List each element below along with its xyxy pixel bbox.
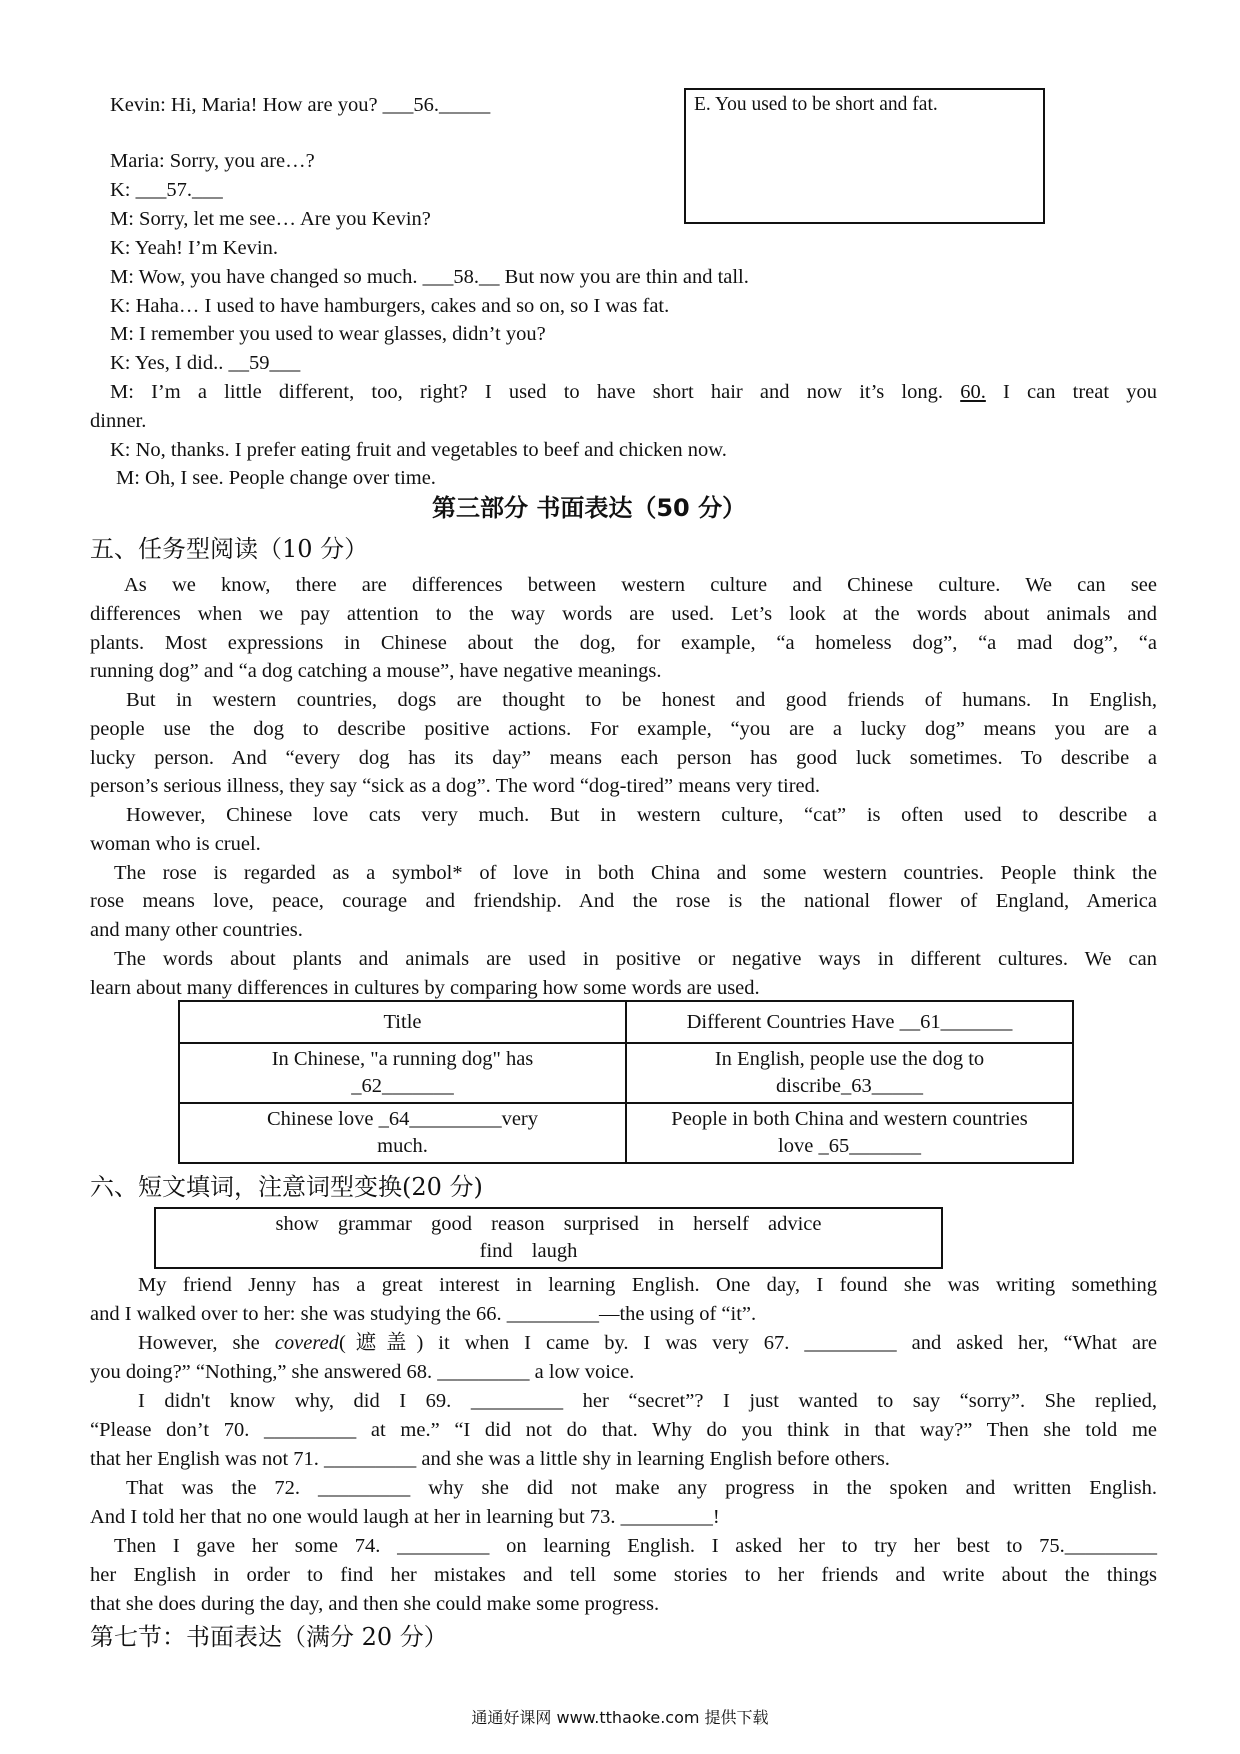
reading-line: differences when we pay attention to the way words are used. Let’s look at the words about animals and — [90, 603, 1157, 625]
table-cell — [626, 1103, 1073, 1163]
reading-line: person’s serious illness, they say “sick as a dog”. The word “dog-tired” means very tired. — [90, 775, 821, 797]
table-cell — [179, 1001, 626, 1043]
dialogue-line-59: K: Yes, I did.. __59___ — [110, 352, 301, 374]
reading-line: However, Chinese love cats very much. But in western culture, “cat” is often used to describe a — [126, 804, 1157, 826]
cloze-line-74-75: Then I gave her some 74. _________ on learning English. I asked her to try her best to 75._________ — [114, 1535, 1157, 1557]
dialogue-line-57: K: ___57.___ — [110, 179, 223, 201]
cloze-text: (遮盖) it when I came by. I was very 67. _________ and asked her, “What are — [338, 1332, 1158, 1354]
word-bank-line: show grammar good reason surprised in herself advice — [275, 1213, 822, 1235]
reading-line: and many other countries. — [90, 919, 303, 941]
table-blank-65: love _65_______ — [778, 1135, 921, 1157]
dialogue-line: K: Haha… I used to have hamburgers, cakes and so on, so I was fat. — [110, 295, 670, 317]
dialogue-line: M: I remember you used to wear glasses, didn’t you? — [110, 323, 546, 345]
part3-title: 第三部分 书面表达（50 分） — [432, 494, 747, 522]
cloze-line-73: And I told her that no one would laugh at her in learning but 73. _________! — [90, 1506, 720, 1528]
cloze-line-68: you doing?” “Nothing,” she answered 68. _________ a low voice. — [90, 1361, 635, 1383]
table-cell — [626, 1043, 1073, 1103]
blank-60: 60. — [960, 381, 986, 403]
cloze-italic: covered — [274, 1332, 339, 1354]
table-title-label: Title — [383, 1010, 422, 1033]
cloze-line: My friend Jenny has a great interest in learning English. One day, I found she was writing something — [138, 1274, 1157, 1296]
dialogue-text: M: I’m a little different, too, right? I used to have short hair and now it’s long. — [110, 381, 944, 403]
dialogue-line-60 — [110, 378, 1157, 407]
reading-line: The rose is regarded as a symbol* of love in both China and some western countries. People think the — [114, 862, 1157, 884]
table-text: People in both China and western countries — [671, 1108, 1028, 1130]
footer-source: 通通好课网 www.tthaoke.com 提供下载 — [471, 1708, 769, 1727]
reading-line: plants. Most expressions in Chinese about the dog, for example, “a homeless dog”, “a mad dog”, “a — [90, 632, 1157, 654]
reading-line: people use the dog to describe positive actions. For example, “you are a lucky dog” means you are a — [90, 718, 1157, 740]
table-cell — [626, 1001, 1073, 1043]
summary-table — [178, 1000, 1074, 1164]
section7-heading: 第七节：书面表达（满分 20 分） — [90, 1623, 448, 1651]
reading-line: lucky person. And “every dog has its day” means each person has good luck sometimes. To describe a — [90, 747, 1157, 769]
reading-line: The words about plants and animals are used in positive or negative ways in different cultures. We can — [114, 948, 1157, 970]
table-cell — [179, 1043, 626, 1103]
reading-line: As we know, there are differences between western culture and Chinese culture. We can see — [124, 574, 1157, 596]
dialogue-line-56: Kevin: Hi, Maria! How are you? ___56._____ — [110, 94, 491, 116]
cloze-line-72: That was the 72. _________ why she did not make any progress in the spoken and written English. — [126, 1477, 1157, 1499]
cloze-line: that she does during the day, and then she could make some progress. — [90, 1593, 660, 1615]
section6-heading: 六、短文填词，注意词型变换(20 分) — [90, 1173, 483, 1201]
cloze-text: However, she — [138, 1332, 275, 1354]
cloze-line: her English in order to find her mistakes and tell some stories to her friends and write about the things — [90, 1564, 1157, 1586]
table-blank-63: discribe_63_____ — [776, 1075, 923, 1097]
reading-line: learn about many differences in cultures by comparing how some words are used. — [90, 977, 760, 999]
cloze-line-69: I didn't know why, did I 69. _________ her “secret”? I just wanted to say “sorry”. She replied, — [138, 1390, 1157, 1412]
dialogue-line: M: Oh, I see. People change over time. — [116, 467, 436, 489]
dialogue-text: I can treat you — [1003, 381, 1157, 403]
dialogue-line: K: Yeah! I’m Kevin. — [110, 237, 278, 259]
cloze-line-71: that her English was not 71. _________ and she was a little shy in learning English before others. — [90, 1448, 890, 1470]
dialogue-line: M: Sorry, let me see… Are you Kevin? — [110, 208, 431, 230]
reading-line: running dog” and “a dog catching a mouse”, have negative meanings. — [90, 660, 662, 682]
reading-line: woman who is cruel. — [90, 833, 261, 855]
dialogue-line: K: No, thanks. I prefer eating fruit and vegetables to beef and chicken now. — [110, 439, 727, 461]
dialogue-line: Maria: Sorry, you are…? — [110, 150, 315, 172]
table-cell — [179, 1103, 626, 1163]
table-text: much. — [377, 1135, 428, 1157]
reading-line: rose means love, peace, courage and friendship. And the rose is the national flower of England, America — [90, 890, 1157, 912]
table-blank-61: Different Countries Have __61_______ — [686, 1010, 1013, 1033]
table-text: In English, people use the dog to — [714, 1048, 985, 1070]
table-text: In Chinese, "a running dog" has — [271, 1048, 534, 1070]
cloze-line-66: and I walked over to her: she was studying the 66. _________—the using of “it”. — [90, 1303, 757, 1325]
option-e-text: E. You used to be short and fat. — [694, 94, 938, 115]
dialogue-line-58: M: Wow, you have changed so much. ___58.__ But now you are thin and tall. — [110, 266, 749, 288]
section5-heading: 五、任务型阅读（10 分） — [90, 535, 369, 563]
reading-line: But in western countries, dogs are thought to be honest and good friends of humans. In English, — [126, 689, 1157, 711]
cloze-line-67 — [138, 1329, 1157, 1358]
option-e-box — [684, 88, 1045, 224]
table-blank-62: _62_______ — [351, 1075, 454, 1097]
cloze-line-70: “Please don’t 70. _________ at me.” “I did not do that. Why do you think in that way?” Then she told me — [90, 1419, 1157, 1441]
word-bank — [154, 1207, 943, 1269]
dialogue-line: dinner. — [90, 410, 147, 432]
table-blank-64: Chinese love _64_________very — [266, 1108, 538, 1130]
word-bank-line: find laugh — [479, 1240, 578, 1262]
